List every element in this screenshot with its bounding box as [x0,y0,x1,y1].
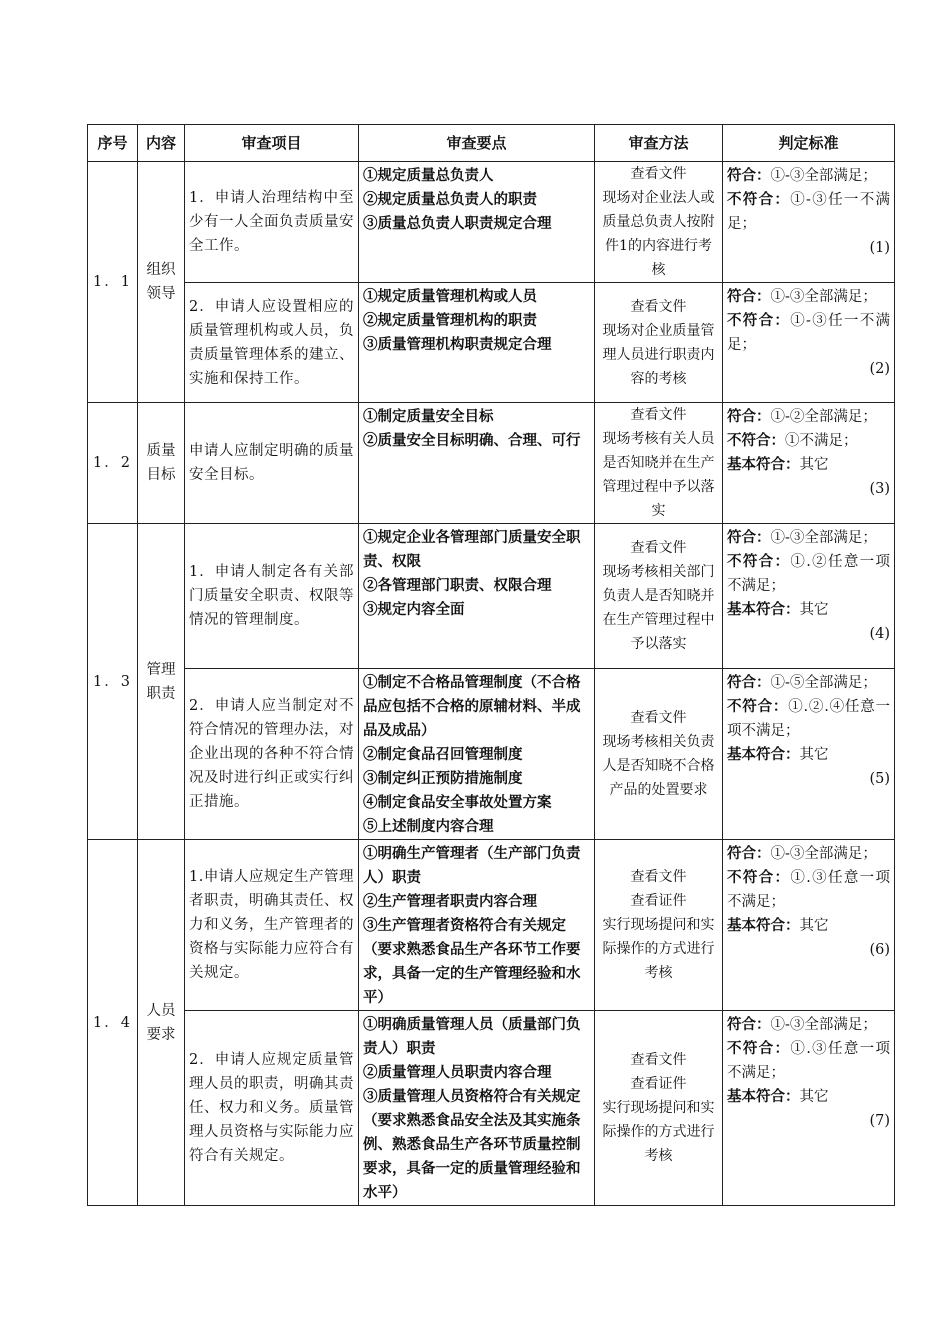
review-point: ①明确质量管理人员（质量部门负责人）职责 [363,1016,581,1057]
criteria-basic: 其它 [799,1089,829,1105]
review-point: ③制定纠正预防措施制度 [363,770,523,787]
table-row [88,524,895,669]
criteria [723,840,895,1011]
review-point: ①制定质量安全目标 [363,408,494,425]
table-row [88,162,895,283]
table-row [88,669,895,840]
criteria-nonconform-line [727,695,890,743]
header-method: 审查方法 [595,125,723,162]
review-item: 2．申请人应当制定对不符合情况的管理办法，对企业出现的各种不符合情况及时进行纠正或实行纠正措施。 [185,669,359,840]
header-criteria: 判定标准 [723,125,895,162]
criteria-basic: 其它 [799,918,829,934]
criteria-conform: ①-⑤全部满足； [770,675,877,691]
label-basic: 基本符合： [727,456,800,473]
criteria-conform-line [727,1013,890,1037]
section-content: 人员要求 [138,840,185,1206]
header-row [88,125,895,162]
table-body [88,162,895,1206]
section-number: 1．1 [88,162,138,403]
review-point: ①规定质量管理机构或人员 [363,288,537,305]
criteria-number: (4) [869,626,890,642]
review-points [359,840,595,1011]
criteria-basic: 其它 [799,747,829,763]
criteria-basic: 其它 [799,457,829,473]
criteria-conform: ①-②全部满足； [770,409,877,425]
criteria-basic-line [727,453,890,477]
review-points [359,403,595,524]
review-points [359,283,595,403]
criteria-conform-line [727,526,890,550]
label-conform: 符合： [727,845,771,862]
review-method: 查看文件 查看证件 实行现场提问和实际操作的方式进行考核 [595,1011,723,1206]
review-table [87,124,895,1206]
criteria-conform: ①-③全部满足； [770,289,877,305]
header-no: 序号 [88,125,138,162]
header-content: 内容 [138,125,185,162]
review-item: 1．申请人制定各有关部门质量安全职责、权限等情况的管理制度。 [185,524,359,669]
header-points: 审查要点 [359,125,595,162]
review-point: ②质量安全目标明确、合理、可行 [363,432,581,449]
criteria-conform-line [727,164,890,188]
criteria-nonconform-line [727,866,890,914]
review-method: 查看文件 现场考核相关部门负责人是否知晓并在生产管理过程中予以落实 [595,524,723,669]
label-nonconform: 不符合： [727,1040,791,1057]
review-point: ②各管理部门职责、权限合理 [363,577,552,594]
criteria-conform-line [727,842,890,866]
criteria [723,283,895,403]
review-item: 2．申请人应设置相应的质量管理机构或人员，负责质量管理体系的建立、实施和保持工作。 [185,283,359,403]
criteria-nonconform-line [727,429,890,453]
review-point: ①制定不合格品管理制度（不合格品应包括不合格的原辅材料、半成品及成品） [363,674,581,739]
criteria-nonconform: ①.③任意一项不满足； [727,1041,891,1081]
criteria [723,524,895,669]
review-point: ①规定质量总负责人 [363,167,494,184]
criteria-nonconform-line [727,309,890,357]
review-point: ①规定企业各管理部门质量安全职责、权限 [363,529,581,570]
label-nonconform: 不符合： [727,698,789,715]
review-point: ①明确生产管理者（生产部门负责人）职责 [363,845,581,886]
criteria-nonconform: ①.②任意一项不满足； [727,554,891,594]
criteria-conform: ①-③全部满足； [770,168,877,184]
criteria-nonconform: ①.③任意一项不满足； [727,870,891,910]
criteria-conform-line [727,671,890,695]
criteria-basic: 其它 [799,602,829,618]
criteria-number: (5) [869,771,890,787]
criteria [723,403,895,524]
review-points [359,669,595,840]
criteria-basic-line [727,914,890,938]
label-nonconform: 不符合： [727,869,791,886]
label-nonconform: 不符合： [727,432,785,449]
label-basic: 基本符合： [727,746,800,763]
label-basic: 基本符合： [727,1088,800,1105]
criteria [723,669,895,840]
criteria-number: (6) [869,942,890,958]
criteria-basic-line [727,598,890,622]
label-conform: 符合： [727,288,771,305]
review-point: ②制定食品召回管理制度 [363,746,523,763]
review-method: 查看文件 查看证件 实行现场提问和实际操作的方式进行考核 [595,840,723,1011]
review-method: 查看文件 现场考核有关人员是否知晓并在生产管理过程中予以落实 [595,403,723,524]
criteria-basic-line [727,743,890,767]
table-row [88,403,895,524]
section-content: 质量目标 [138,403,185,524]
label-nonconform: 不符合： [727,312,791,329]
review-point: ②质量管理人员职责内容合理 [363,1064,552,1081]
review-point: ②规定质量总负责人的职责 [363,191,537,208]
review-point: ③质量总负责人职责规定合理 [363,215,552,232]
criteria-conform: ①-③全部满足； [770,530,877,546]
review-item: 申请人应制定明确的质量安全目标。 [185,403,359,524]
criteria-number: (7) [869,1113,890,1129]
criteria-nonconform: ①不满足； [785,433,858,449]
criteria-nonconform-line [727,1037,890,1085]
label-basic: 基本符合： [727,917,800,934]
table-row [88,1011,895,1206]
review-point: ③质量管理机构职责规定合理 [363,336,552,353]
table-row [88,840,895,1011]
label-conform: 符合： [727,167,771,184]
criteria [723,1011,895,1206]
criteria-nonconform: ①-③任一不满足； [727,192,891,232]
criteria-nonconform: ①-③任一不满足； [727,313,891,353]
criteria-nonconform: ①.②.④任意一项不满足； [727,699,891,739]
label-nonconform: 不符合： [727,191,791,208]
criteria-conform-line [727,285,890,309]
review-item: 2．申请人应规定质量管理人员的职责，明确其责任、权力和义务。质量管理人员资格与实际能力应符合有关规定。 [185,1011,359,1206]
review-point: ⑤上述制度内容合理 [363,818,494,835]
criteria-nonconform-line [727,188,890,236]
label-conform: 符合： [727,529,771,546]
section-number: 1．3 [88,524,138,840]
label-conform: 符合： [727,1016,771,1033]
review-point: ③质量管理人员资格符合有关规定（要求熟悉食品安全法及其实施条例、熟悉食品生产各环节质量控制要求，具备一定的质量管理经验和水平） [363,1088,581,1201]
criteria-number: (1) [869,240,890,256]
criteria-number: (2) [869,361,890,377]
review-points [359,1011,595,1206]
review-point: ②规定质量管理机构的职责 [363,312,537,329]
review-points [359,162,595,283]
criteria [723,162,895,283]
review-points [359,524,595,669]
section-number: 1．4 [88,840,138,1206]
criteria-conform-line [727,405,890,429]
table-row [88,283,895,403]
review-method: 查看文件 现场对企业法人或质量总负责人按附件1的内容进行考核 [595,162,723,283]
header-item: 审查项目 [185,125,359,162]
label-conform: 符合： [727,408,771,425]
criteria-basic-line [727,1085,890,1109]
review-point: ④制定食品安全事故处置方案 [363,794,552,811]
review-item: 1．申请人治理结构中至少有一人全面负责质量安全工作。 [185,162,359,283]
criteria-number: (3) [869,481,890,497]
review-method: 查看文件 现场对企业质量管理人员进行职责内容的考核 [595,283,723,403]
section-content: 管理职责 [138,524,185,840]
review-method: 查看文件 现场考核相关负责人是否知晓不合格产品的处置要求 [595,669,723,840]
review-point: ②生产管理者职责内容合理 [363,893,537,910]
label-basic: 基本符合： [727,601,800,618]
review-point: ③生产管理者资格符合有关规定（要求熟悉食品生产各环节工作要求，具备一定的生产管理经验和水平） [363,917,581,1006]
review-point: ③规定内容全面 [363,601,465,618]
section-content: 组织领导 [138,162,185,403]
review-item: 1.申请人应规定生产管理者职责，明确其责任、权力和义务，生产管理者的资格与实际能力应符合有关规定。 [185,840,359,1011]
criteria-conform: ①-③全部满足； [770,846,877,862]
label-conform: 符合： [727,674,771,691]
criteria-conform: ①-③全部满足； [770,1017,877,1033]
criteria-nonconform-line [727,550,890,598]
label-nonconform: 不符合： [727,553,791,570]
section-number: 1．2 [88,403,138,524]
